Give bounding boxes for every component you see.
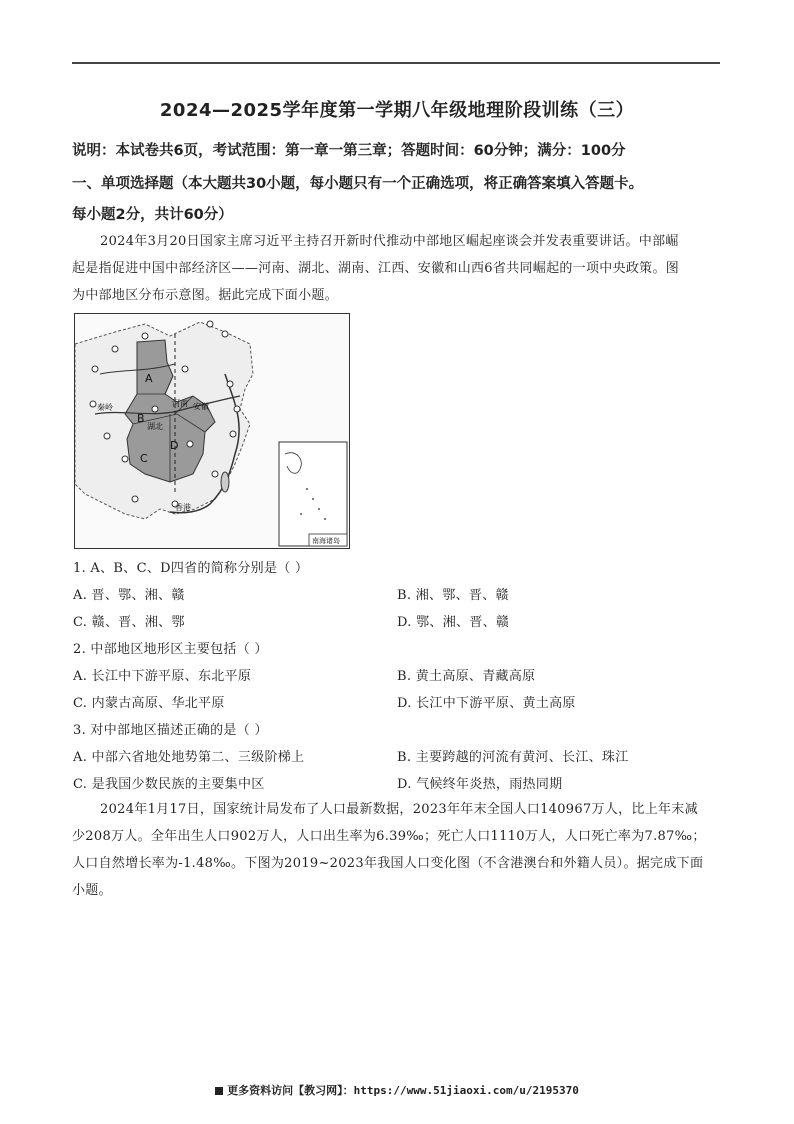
passage-2-line-1: 2024年1月17日，国家统计局发布了人口最新数据，2023年年末全国人口140967万人，比上年末减 [100, 802, 698, 817]
passage-2 [72, 796, 722, 904]
svg-text:湖北: 湖北 [147, 422, 163, 431]
passage-2-line-4: 小题。 [72, 883, 112, 898]
section-heading-cont: 每小题2分，共计60分） [72, 207, 233, 223]
question-2: 2. 中部地区地形区主要包括（ ） [73, 642, 268, 657]
q3-option-c: C. 是我国少数民族的主要集中区 [73, 777, 265, 792]
q2-option-a: A. 长江中下游平原、东北平原 [73, 669, 252, 684]
svg-text:香港: 香港 [175, 503, 191, 512]
svg-text:C: C [140, 452, 148, 465]
q2-option-d: D. 长江中下游平原、黄土高原 [397, 696, 576, 711]
svg-text:南海诸岛: 南海诸岛 [312, 537, 340, 545]
q3-option-d: D. 气候终年炎热，雨热同期 [397, 777, 563, 792]
passage-1-line-1: 2024年3月20日国家主席习近平主持召开新时代推动中部地区崛起座谈会并发表重要讲话。中部崛 [100, 234, 679, 249]
q1-option-b: B. 湘、鄂、晋、赣 [397, 588, 509, 603]
map-graphic [75, 314, 348, 547]
svg-text:河南: 河南 [172, 399, 188, 408]
question-3: 3. 对中部地区描述正确的是（ ） [73, 723, 268, 738]
q1-option-d: D. 鄂、湘、晋、赣 [397, 615, 510, 630]
q3-option-a: A. 中部六省地处地势第二、三级阶梯上 [73, 750, 305, 765]
svg-text:安徽: 安徽 [193, 402, 209, 411]
top-rule [72, 62, 720, 64]
passage-1-line-2: 起是指促进中国中部经济区——河南、湖北、湖南、江西、安徽和山西6省共同崛起的一项中央政策。图 [72, 261, 680, 276]
q3-option-b: B. 主要跨越的河流有黄河、长江、珠江 [397, 750, 629, 765]
central-china-map [74, 313, 350, 549]
passage-1 [72, 228, 722, 309]
exam-notice: 说明：本试卷共6页，考试范围：第一章一第三章；答题时间：60分钟；满分：100分 [72, 143, 626, 159]
q1-option-c: C. 赣、晋、湘、鄂 [73, 615, 185, 630]
q2-option-b: B. 黄土高原、青藏高原 [397, 669, 536, 684]
footer [0, 1082, 794, 1098]
svg-text:D: D [170, 439, 179, 452]
passage-2-line-3: 人口自然增长率为-1.48‰。下图为2019~2023年我国人口变化图（不含港澳台和外籍人员）。据完成下面 [72, 856, 704, 871]
svg-text:A: A [145, 372, 153, 385]
passage-1-line-3: 为中部地区分布示意图。据此完成下面小题。 [72, 288, 339, 303]
footer-link[interactable]: 更多资料访问【教习网】：https://www.51jiaoxi.com/u/2195370 [227, 1084, 579, 1097]
page-title: 2024—2025学年度第一学期八年级地理阶段训练（三） [159, 100, 635, 121]
svg-text:秦岭: 秦岭 [97, 403, 113, 412]
passage-2-line-2: 少208万人。全年出生人口902万人，人口出生率为6.39‰；死亡人口1110万人，人口死亡率为7.87‰； [72, 829, 706, 844]
flag-icon [215, 1087, 223, 1095]
q1-option-a: A. 晋、鄂、湘、赣 [73, 588, 185, 603]
svg-text:B: B [137, 412, 145, 425]
section-heading: 一、单项选择题（本大题共30小题，每小题只有一个正确选项，将正确答案填入答题卡。 [72, 176, 644, 192]
question-1: 1. A、B、C、D四省的简称分别是（ ） [73, 561, 309, 576]
q2-option-c: C. 内蒙古高原、华北平原 [73, 696, 225, 711]
